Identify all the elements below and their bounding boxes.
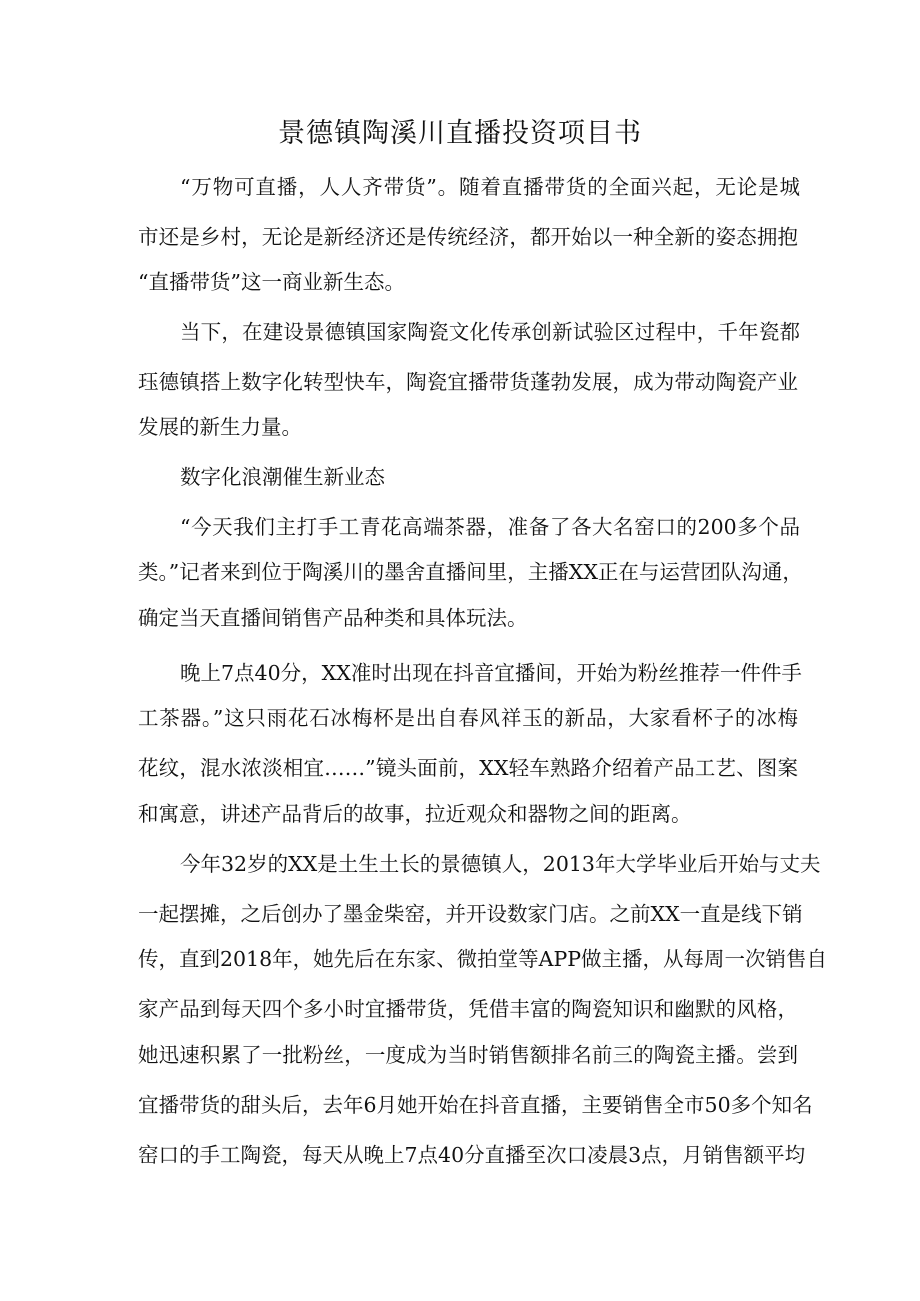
paragraph-line: 晚上7点40分，XX准时出现在抖音宜播间，开始为粉丝推荐一件件手 bbox=[180, 661, 802, 685]
paragraph-line: 宜播带货的甜头后，去年6月她开始在抖音直播，主要销售全市50多个知名 bbox=[138, 1093, 813, 1117]
paragraph-line: 她迅速积累了一批粉丝，一度成为当时销售额排名前三的陶瓷主播。尝到 bbox=[138, 1043, 798, 1067]
paragraph-line: 和寓意，讲述产品背后的故事，拉近观众和器物之间的距离。 bbox=[138, 802, 692, 826]
paragraph-line: 窑口的手工陶瓷，每天从晚上7点40分直播至次口凌晨3点，月销售额平均 bbox=[138, 1143, 806, 1167]
paragraph-line: 发展的新生力量。 bbox=[138, 415, 302, 439]
paragraph-line: 珏德镇搭上数字化转型快车，陶瓷宜播带货蓬勃发展，成为带动陶瓷产业 bbox=[138, 370, 798, 394]
paragraph-line: 当下，在建设景德镇国家陶瓷文化传承创新试验区过程中，千年瓷都 bbox=[180, 320, 800, 344]
document-title: 景德镇陶溪川直播投资项目书 bbox=[278, 118, 642, 149]
paragraph-line: 市还是乡村，无论是新经济还是传统经济，都开始以一种全新的姿态拥抱 bbox=[138, 225, 798, 249]
paragraph-line: “万物可直播，人人齐带货”。随着直播带货的全面兴起，无论是城 bbox=[180, 175, 800, 199]
paragraph-line: 类。”记者来到位于陶溪川的墨舍直播间里，主播XX正在与运营团队沟通， bbox=[138, 560, 803, 584]
paragraph-line: “直播带货”这一商业新生态。 bbox=[138, 270, 405, 294]
paragraph-line: 传，直到2018年，她先后在东家、微拍堂等APP做主播，从每周一次销售自 bbox=[138, 947, 828, 971]
paragraph-line: “今天我们主打手工青花高端茶器，准备了各大名窑口的200多个品 bbox=[180, 515, 800, 539]
paragraph-line: 确定当天直播间销售产品种类和具体玩法。 bbox=[138, 606, 528, 630]
paragraph-line: 家产品到每天四个多小时宜播带货，凭借丰富的陶瓷知识和幽默的风格， bbox=[138, 997, 798, 1021]
paragraph-line: 花纹，混水浓淡相宜……”镜头面前，XX轻车熟路介绍着产品工艺、图案 bbox=[138, 756, 798, 780]
section-heading: 数字化浪潮催生新业态 bbox=[180, 465, 385, 489]
paragraph-line: 一起摆摊，之后创办了墨金柴窑，并开设数家门店。之前XX一直是线下销 bbox=[138, 902, 803, 926]
paragraph-line: 今年32岁的XX是土生土长的景德镇人，2013年大学毕业后开始与丈夫 bbox=[180, 852, 821, 876]
paragraph-line: 工茶器。”这只雨花石冰梅杯是出自春风祥玉的新品，大家看杯子的冰梅 bbox=[138, 706, 798, 730]
